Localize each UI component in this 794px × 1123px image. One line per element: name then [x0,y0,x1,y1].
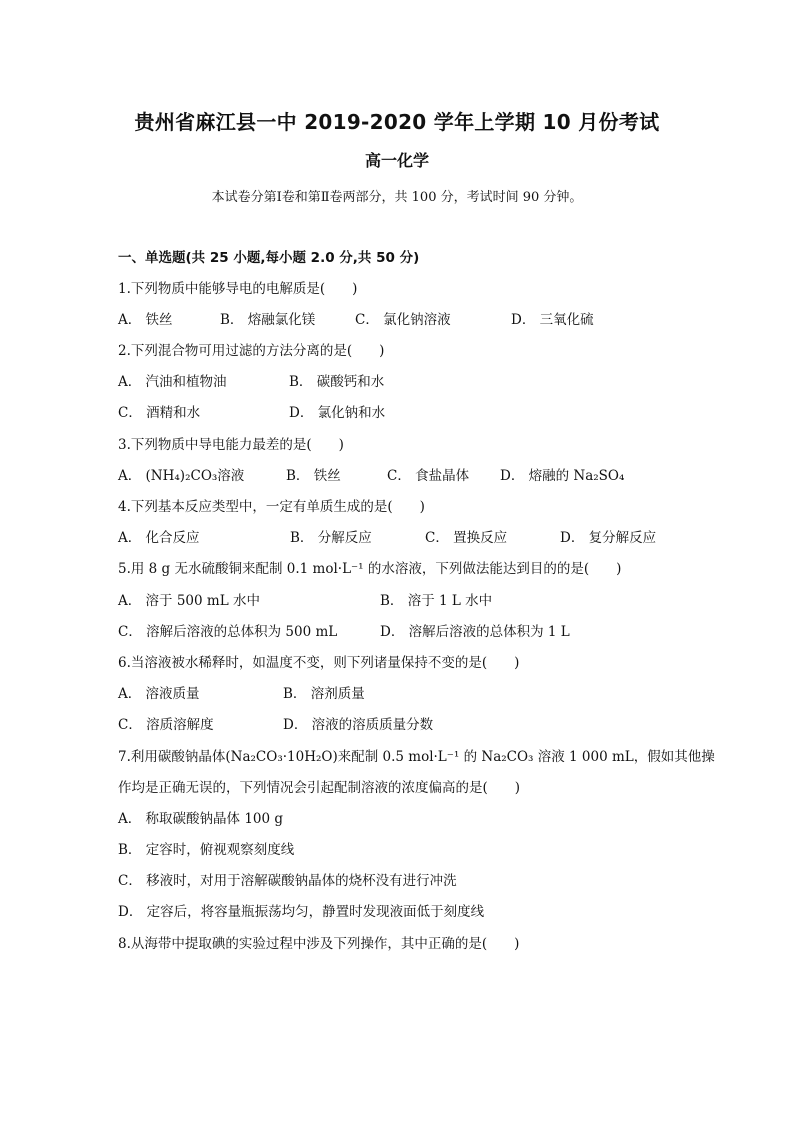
question-3-stem: 3.下列物质中导电能力最差的是( ) [118,437,344,453]
question-6-options-row1 [118,685,718,703]
question-3-option-d: D． 熔融的 Na₂SO₄ [500,468,625,484]
question-2-options-row1 [118,373,718,391]
question-2-option-d: D． 氯化钠和水 [289,405,386,421]
question-2-option-a: A． 汽油和植物油 [118,374,227,390]
question-1-option-c: C． 氯化钠溶液 [355,312,451,328]
question-5-option-a: A． 溶于 500 mL 水中 [118,593,260,609]
question-4-option-b: B． 分解反应 [290,530,372,546]
question-6-options-row2 [118,716,718,734]
question-6-option-b: B． 溶剂质量 [283,686,365,702]
question-7-stem-line1: 7.利用碳酸钠晶体(Na₂CO₃·10H₂O)来配制 0.5 mol·L⁻¹ 的 Na₂CO₃ 溶液 1 000 mL，假如其他操 [118,749,715,765]
question-5-stem: 5.用 8 g 无水硫酸铜来配制 0.1 mol·L⁻¹ 的水溶液，下列做法能达到目的的是( ) [118,561,622,577]
question-4-option-c: C． 置换反应 [425,530,508,546]
question-5-option-d: D． 溶解后溶液的总体积为 1 L [380,624,570,640]
question-4-option-a: A． 化合反应 [118,530,200,546]
question-1-option-d: D． 三氧化硫 [511,312,594,328]
exam-note: 本试卷分第Ⅰ卷和第Ⅱ卷两部分，共 100 分，考试时间 90 分钟。 [211,190,583,205]
question-5-option-b: B． 溶于 1 L 水中 [380,593,493,609]
question-4-stem: 4.下列基本反应类型中，一定有单质生成的是( ) [118,499,425,515]
question-3-option-c: C． 食盐晶体 [387,468,470,484]
question-4-options [118,529,718,547]
question-2-options-row2 [118,404,718,422]
question-3-options [118,467,718,485]
question-2-stem: 2.下列混合物可用过滤的方法分离的是( ) [118,343,385,359]
question-7-option-b: B． 定容时，俯视观察刻度线 [118,842,295,858]
question-1-stem: 1.下列物质中能够导电的电解质是( ) [118,281,358,297]
exam-subject: 高一化学 [364,151,429,170]
question-5-option-c: C． 溶解后溶液的总体积为 500 mL [118,624,338,640]
question-7-option-a: A． 称取碳酸钠晶体 100 g [118,811,284,827]
exam-title: 贵州省麻江县一中 2019-2020 学年上学期 10 月份考试 [134,110,660,134]
question-7-option-c: C． 移液时，对用于溶解碳酸钠晶体的烧杯没有进行冲洗 [118,873,457,889]
question-3-option-a: A． (NH₄)₂CO₃溶液 [118,468,245,484]
question-5-options-row1 [118,592,718,610]
question-6-option-a: A． 溶液质量 [118,686,200,702]
question-7-stem-line2: 作均是正确无误的，下列情况会引起配制溶液的浓度偏高的是( ) [118,780,521,796]
question-2-option-b: B． 碳酸钙和水 [289,374,385,390]
question-3-option-b: B． 铁丝 [286,468,341,484]
question-2-option-c: C． 酒精和水 [118,405,201,421]
question-6-stem: 6.当溶液被水稀释时，如温度不变，则下列诸量保持不变的是( ) [118,655,520,671]
question-6-option-d: D． 溶液的溶质质量分数 [283,717,434,733]
question-8-stem: 8.从海带中提取碘的实验过程中涉及下列操作，其中正确的是( ) [118,936,520,952]
question-6-option-c: C． 溶质溶解度 [118,717,214,733]
question-7-option-d: D． 定容后，将容量瓶振荡均匀，静置时发现液面低于刻度线 [118,904,485,920]
question-1-option-b: B． 熔融氯化镁 [220,312,316,328]
question-4-option-d: D． 复分解反应 [560,530,657,546]
question-1-options [118,311,718,329]
question-1-option-a: A． 铁丝 [118,312,173,328]
question-5-options-row2 [118,623,718,641]
section-heading: 一、单选题(共 25 小题,每小题 2.0 分,共 50 分) [118,250,420,266]
